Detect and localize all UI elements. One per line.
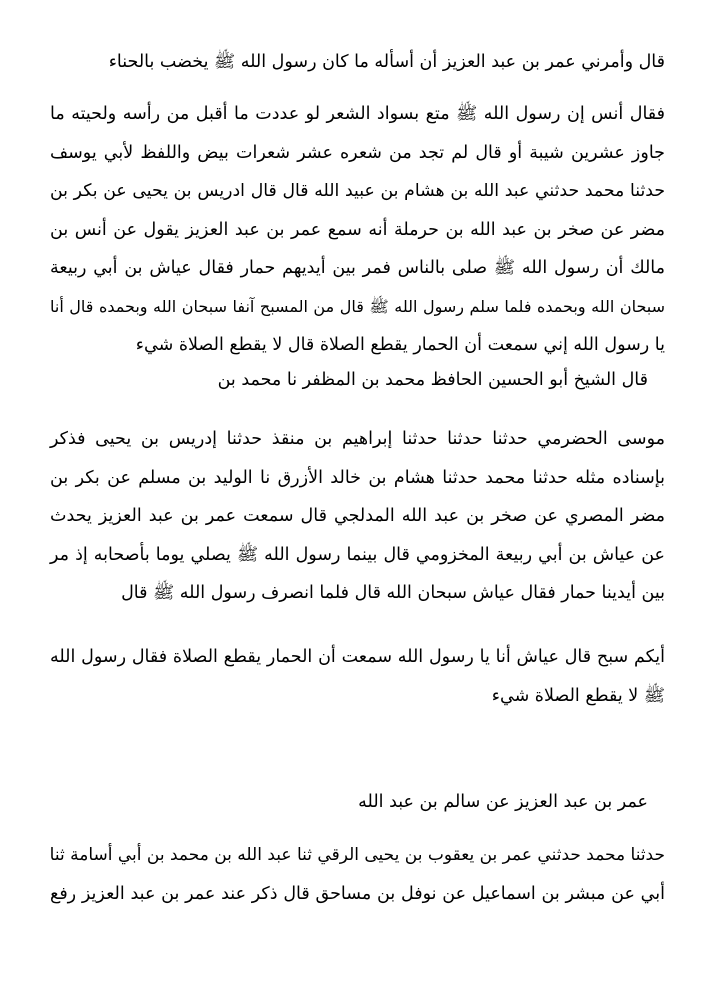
paragraph-2 [50,95,665,365]
text-line: حدثنا محمد حدثني عمر بن يعقوب بن يحيى الرقي ثنا عبد الله بن محمد بن أبي أسامة ثنا [49,845,665,865]
text-line: أبي عن مبشر بن اسماعيل عن نوفل بن مساحق قال ذكر عند عمر بن عبد العزيز رفع [50,883,665,904]
text-line: عمر بن عبد العزيز عن سالم بن عبد الله [358,792,648,812]
text-line: مضر المصري عن صخر بن عبد الله المدلجي قال سمعت عمر بن عبد العزيز يحدث [50,506,665,526]
text-line: مالك أن رسول الله ﷺ صلى بالناس فمر بين أيديهم حمار فقال عياش بن أبي ربيعة [50,258,665,278]
paragraph-3 [218,361,648,400]
text-line: بإسناده مثله حدثنا محمد حدثنا هشام بن خالد الأزرق نا الوليد بن مسلم عن بكر بن [50,467,665,488]
paragraph-1 [109,43,665,82]
text-line: سبحان الله وبحمده فلما سلم رسول الله ﷺ قال من المسبح آنفا سبحان الله وبحمده قال أنا [50,296,665,316]
text-line: بين أيدينا حمار فقال عياش سبحان الله قال فلما انصرف رسول الله ﷺ قال [121,583,665,603]
text-line: حدثنا محمد حدثني عبد الله بن هشام بن عبيد الله قال قال ادريس بن يحيى عن بكر بن [50,181,665,201]
text-line: جاوز عشرين شيبة أو قال لم تجد من شعره عشر شعرات بيض واللفظ لأبي يوسف [50,142,665,163]
text-line: فقال أنس إن رسول الله ﷺ متع بسواد الشعر لو عددت ما أقبل من رأسه ولحيته ما [50,104,665,124]
text-line: قال الشيخ أبو الحسين الحافظ محمد بن المظفر نا محمد بن [217,370,648,390]
text-line: أيكم سبح قال عياش أنا يا رسول الله سمعت أن الحمار يقطع الصلاة فقال رسول الله [50,647,665,667]
text-line: قال وأمرني عمر بن عبد العزيز أن أسأله ما كان رسول الله ﷺ يخضب بالحناء [108,52,665,72]
text-line: عن عياش بن أبي ربيعة المخزومي قال بينما رسول الله ﷺ يصلي يوما بأصحابه إذ مر [50,544,665,565]
text-line: يا رسول الله إني سمعت أن الحمار يقطع الصلاة قال لا يقطع الصلاة شيء [135,335,665,355]
text-line: ﷺ لا يقطع الصلاة شيء [491,685,665,706]
paragraph-7 [50,836,665,913]
text-line: مضر عن صخر بن عبد الله بن حرملة أنه سمع عمر بن عبد العزيز يقول عن أنس بن [50,219,665,240]
paragraph-6 [358,783,648,822]
paragraph-4 [50,420,665,613]
text-line: موسى الحضرمي حدثنا حدثنا حدثنا إبراهيم بن منقذ حدثنا إدريس بن يحيى فذكر [50,429,665,449]
paragraph-5 [50,638,665,715]
